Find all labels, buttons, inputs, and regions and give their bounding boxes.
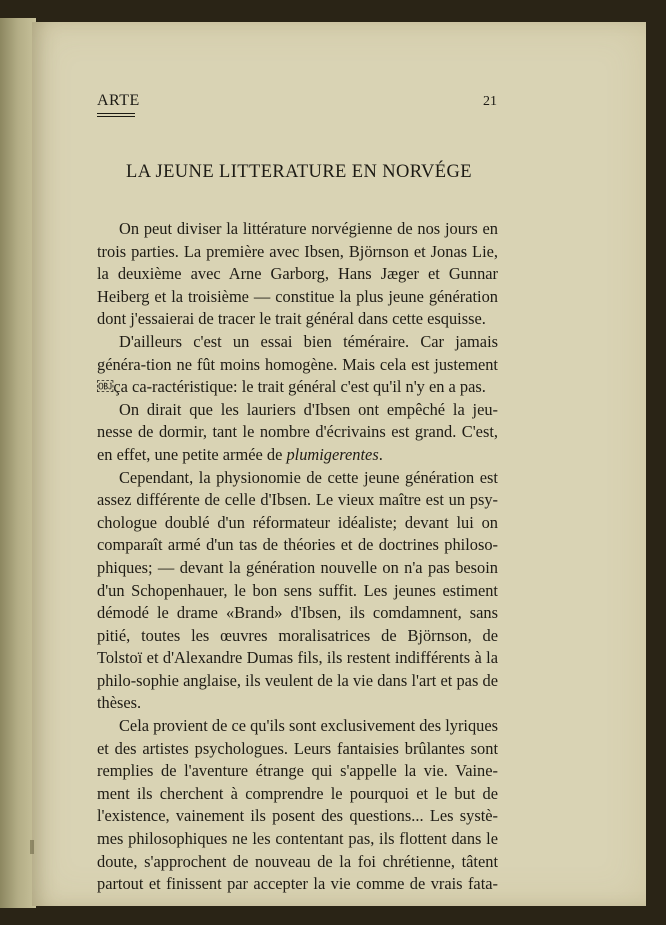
paragraph-3 [97,399,498,467]
paragraph-2: D'ailleurs c'est un essai bien téméraire. Car jamais généra-tion ne fût moins homogène. Mais cela est justement ￼ça ca-ractéristique: le trait général c'est qu'il n'y en a pas. [97,331,498,397]
scan-blemish [30,840,34,854]
running-head-rule [97,113,135,114]
paragraph-3-text: On dirait que les lauriers d'Ibsen ont empêché la jeu-nesse de dormir, tant le nombre d'écrivains est grand. C'est, en effet, une petite armée de [97,399,498,464]
running-head: ARTE [97,92,140,109]
paragraph-1: On peut diviser la littérature norvégienne de nos jours en trois parties. La première avec Ibsen, Björnson et Jonas Lie, la deuxième avec Arne Garborg, Hans Jæger et Gunnar Heiberg et la troisième — constitue la plus jeune génération dont j'essaierai de tracer le trait général dans cette esquisse. [97,219,498,329]
running-head-rule [97,116,135,117]
paragraph-3-end: . [378,444,383,464]
page-header [97,92,501,116]
page-number: 21 [483,94,497,109]
paragraph-4: Cependant, la physionomie de cette jeune génération est assez différente de celle d'Ibsen. Le vieux maître est un psy-chologue doublé d'un réformateur idéaliste; devant lui on comparaît armé d'un tas de théories et de doctrines philoso-phiques; — devant la génération nouvelle on n'a pas besoin d'un Schopenhauer, le bon sens suffit. Les jeunes estiment démodé le drame «Brand» d'Ibsen, ils comdamnent, sans pitié, toutes les œuvres moralisatrices de Björnson, de Tolstoï et d'Alexandre Dumas fils, ils restent indifférents à la philo-sophie anglaise, ils veulent de la vie dans l'art et pas de thèses. [97,467,498,713]
paragraph-5: Cela provient de ce qu'ils sont exclusivement des lyriques et des artistes psychologues. Leurs fantaisies brûlantes sont remplies de l'aventure étrange qui s'appelle la vie. Vaine-ment ils cherchent à comprendre le pourquoi et le but de l'existence, vainement ils posent des questions... Les systè-mes philosophiques ne les contentant pas, ils flottent dans le doute, s'approchent de nouveau de la foi chrétienne, tâtent partout et finissent par accepter la vie comme de vrais fata- [97,716,498,894]
article-body [97,218,498,896]
scan-edge-left [0,18,36,908]
article-title: LA JEUNE LITTERATURE EN NORVÉGE [126,162,472,182]
emphasis-plumigerentes: plumigerentes [286,444,379,464]
